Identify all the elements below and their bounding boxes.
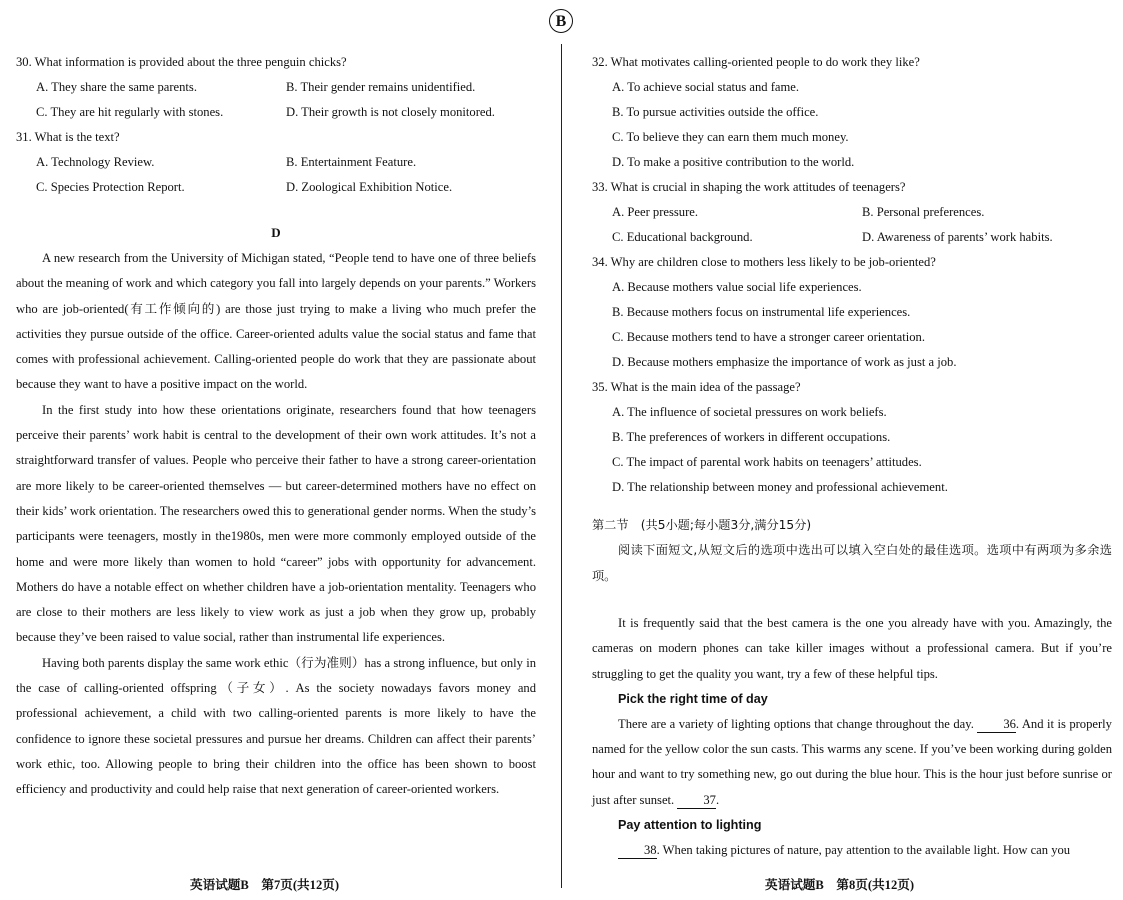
blank-37: 37 — [677, 792, 716, 809]
question-33-options-row-1 — [592, 200, 1112, 225]
blank-36: 36 — [977, 716, 1016, 733]
cloze-text: . — [715, 792, 720, 807]
section-2-instructions: 阅读下面短文,从短文后的选项中选出可以填入空白处的最佳选项。选项中有两项为多余选项。 — [592, 543, 1112, 583]
option-b: B. The preferences of workers in different occupations. — [612, 430, 891, 444]
cloze-paragraph-2 — [592, 838, 1112, 863]
version-badge: B — [549, 9, 573, 33]
question-30-options-row-1 — [16, 75, 536, 100]
passage-paragraph-2: In the first study into how these orientations originate, researchers found that how teenagers perceive their parents’ work habit is central to the development of their own work attitudes. It’s not a straightforward transfer of values. People who perceive their father to have a strong career-orientation are more likely to be career-oriented themselves — but career-determined mothers have no effect on their kids’ work orientation. The researchers owed this to generational gender norms. When the study’s participants were teenagers, mostly in the1980s, men were more commonly employed outside of the home and were more likely than women to hold “career” jobs with opportunity for advancement. Mothers do have a notable effect on whether children have a job-orientation mentality. Teenagers who are close to their mothers are less likely to view work as just a job when they grow up, probably because they’ve been raised to value social, rather than instrumental life experiences. — [16, 402, 536, 645]
cloze-paragraph-1 — [592, 712, 1112, 813]
question-34: 34. Why are children close to mothers less likely to be job-oriented? — [592, 255, 936, 269]
section-2-title: 第二节 (共5小题;每小题3分,满分15分) — [592, 518, 812, 532]
option-b: B. To pursue activities outside the office. — [612, 105, 819, 119]
question-30-options-row-2 — [16, 100, 536, 125]
blank-38: 38 — [618, 842, 657, 859]
left-column — [16, 50, 536, 803]
cloze-text: . When taking pictures of nature, pay attention to the available light. How can you — [656, 843, 1071, 858]
passage-paragraph-1: A new research from the University of Michigan stated, “People tend to have one of three beliefs about the meaning of work and which category you fall into largely depends on your parents.” Workers who are job-oriented(有工作倾向的) are those just trying to make a living who much prefer the activities they pursue outside of the office. Career-oriented adults value the social status and fame that comes with professional achievement. Calling-oriented people do work that they are passionate about because they want to have a positive impact on the world. — [16, 251, 536, 392]
option-d: D. To make a positive contribution to the world. — [612, 155, 855, 169]
option-d: D. Their growth is not closely monitored. — [286, 105, 495, 119]
option-c: C. Species Protection Report. — [36, 180, 185, 194]
column-divider — [561, 44, 562, 888]
option-a: A. The influence of societal pressures on work beliefs. — [612, 405, 887, 419]
right-column — [592, 50, 1112, 863]
option-b: B. Personal preferences. — [862, 205, 985, 219]
subheading-right-time: Pick the right time of day — [618, 691, 768, 706]
cloze-intro-paragraph: It is frequently said that the best camera is the one you already have with you. Amazingly, the cameras on modern phones can take killer images without a professional camera. But if you’re struggling to get the quality you want, try a few of these helpful tips. — [592, 616, 1112, 681]
cloze-text: . And it is properly named for the yellow color the sun casts. This warms any scene. If you’ve been working during golden hour and want to try something new, go out during the blue hour. This is the hour just before sunrise or just after sunset. — [592, 716, 1112, 807]
option-c: C. Educational background. — [612, 230, 753, 244]
page-footer-left: 英语试题B 第7页(共12页) — [190, 878, 340, 892]
option-a: A. Because mothers value social life experiences. — [612, 280, 862, 294]
option-c: C. To believe they can earn them much money. — [612, 130, 849, 144]
question-33-options-row-2 — [592, 225, 1112, 250]
question-33: 33. What is crucial in shaping the work attitudes of teenagers? — [592, 180, 906, 194]
option-b: B. Their gender remains unidentified. — [286, 80, 476, 94]
subheading-lighting: Pay attention to lighting — [618, 818, 762, 833]
option-b: B. Entertainment Feature. — [286, 155, 417, 169]
option-a: A. To achieve social status and fame. — [612, 80, 800, 94]
option-c: C. The impact of parental work habits on teenagers’ attitudes. — [612, 455, 922, 469]
question-31: 31. What is the text? — [16, 130, 120, 144]
question-32: 32. What motivates calling-oriented people to do work they like? — [592, 55, 920, 69]
option-a: A. Peer pressure. — [612, 205, 699, 219]
option-d: D. Awareness of parents’ work habits. — [862, 230, 1053, 244]
option-d: D. The relationship between money and professional achievement. — [612, 480, 948, 494]
question-31-options-row-2 — [16, 175, 536, 200]
option-c: C. Because mothers tend to have a stronger career orientation. — [612, 330, 925, 344]
cloze-text: There are a variety of lighting options that change throughout the day. — [618, 716, 974, 731]
question-30: 30. What information is provided about the three penguin chicks? — [16, 55, 347, 69]
option-b: B. Because mothers focus on instrumental life experiences. — [612, 305, 911, 319]
option-a: A. They share the same parents. — [36, 80, 197, 94]
option-d: D. Because mothers emphasize the importance of work as just a job. — [612, 355, 957, 369]
passage-paragraph-3: Having both parents display the same work ethic（行为准则）has a strong influence, but only in the case of calling-oriented offspring（子女）. As the society nowadays favors money and professional achievement, a child with two calling-oriented parents is more likely to have the confidence to ignore these societal pressures and pursue her dreams. Children can affect their parents’ work ethic, too. Allowing people to bring their children into the office has been shown to boost efficiency and productivity and could help raise that next generation of career-oriented workers. — [16, 655, 536, 797]
question-35: 35. What is the main idea of the passage? — [592, 380, 801, 394]
section-d-title: D — [271, 225, 281, 240]
page-footer-right: 英语试题B 第8页(共12页) — [765, 878, 915, 892]
option-d: D. Zoological Exhibition Notice. — [286, 180, 453, 194]
option-c: C. They are hit regularly with stones. — [36, 105, 224, 119]
option-a: A. Technology Review. — [36, 155, 155, 169]
question-31-options-row-1 — [16, 150, 536, 175]
